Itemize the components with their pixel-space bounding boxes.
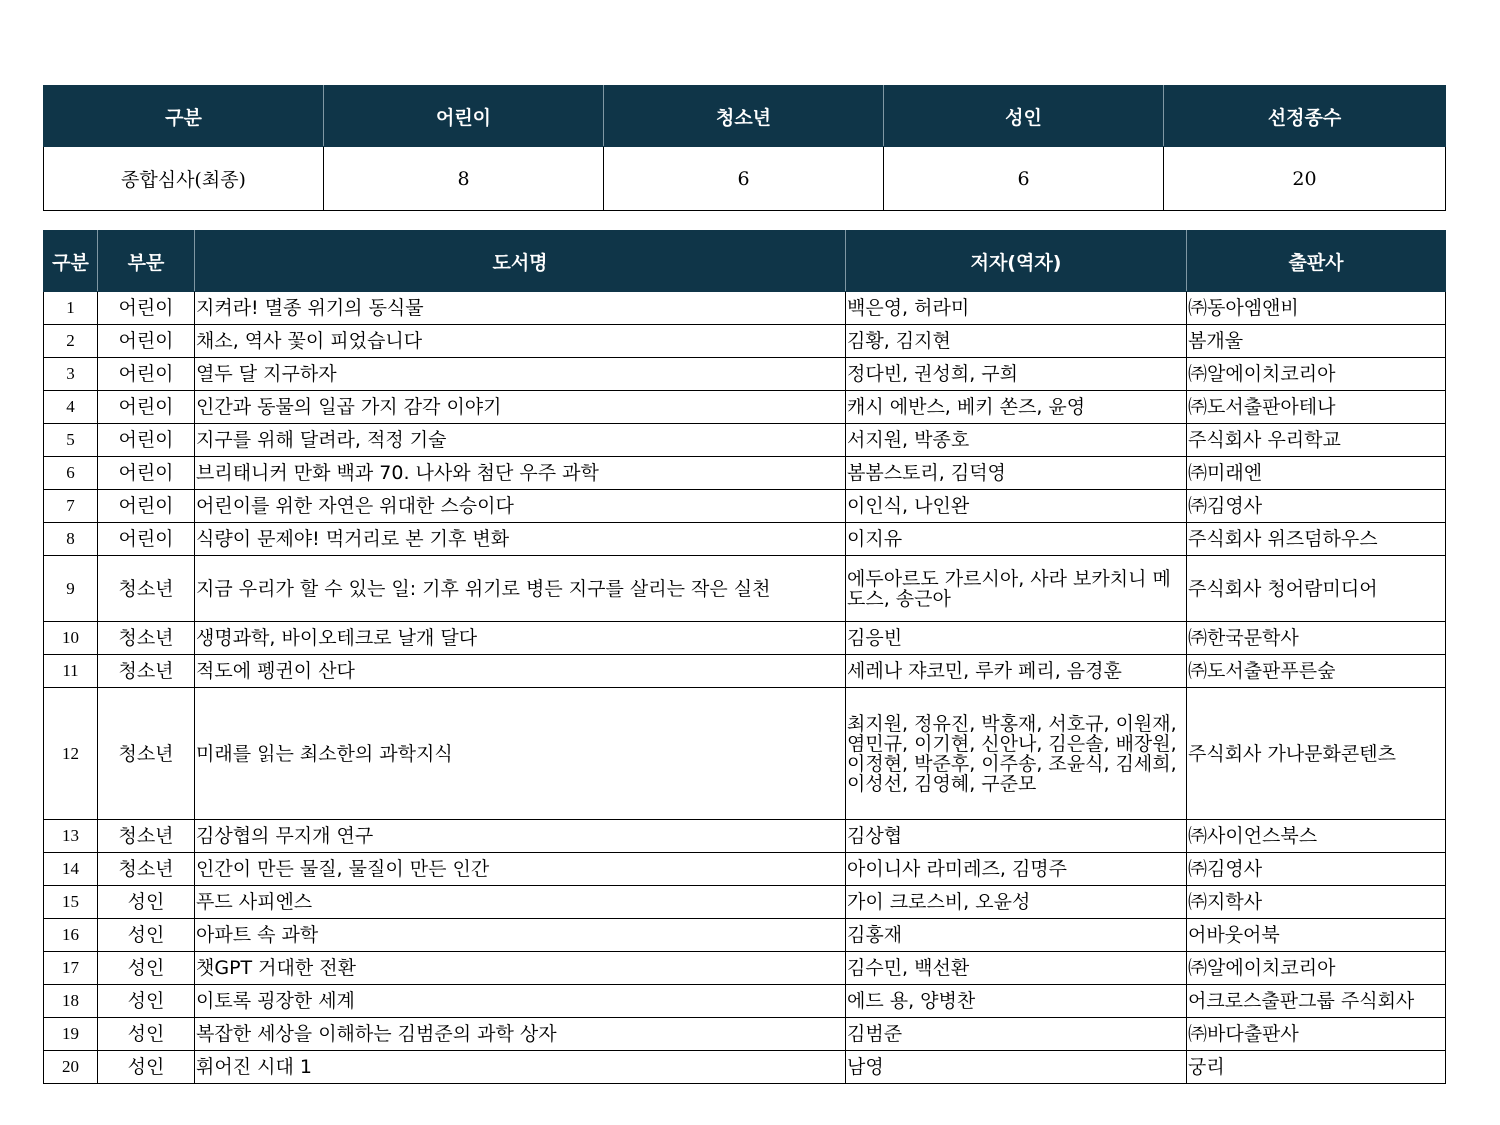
table-row: [44, 820, 1446, 853]
book-title: 이토록 굉장한 세계: [195, 985, 846, 1018]
book-publisher: 궁리: [1187, 1051, 1446, 1084]
book-category: 어린이: [98, 358, 195, 391]
book-title: 지금 우리가 할 수 있는 일: 기후 위기로 병든 지구를 살리는 작은 실천: [195, 556, 846, 622]
summary-row-label: 종합심사(최종): [44, 147, 324, 211]
book-author: 백은영, 허라미: [846, 292, 1187, 325]
book-category: 어린이: [98, 490, 195, 523]
book-publisher: ㈜바다출판사: [1187, 1018, 1446, 1051]
book-category: 어린이: [98, 391, 195, 424]
table-row: [44, 1051, 1446, 1084]
book-category: 청소년: [98, 556, 195, 622]
book-number: 10: [44, 622, 98, 655]
books-header-title: 도서명: [195, 231, 846, 292]
book-category: 청소년: [98, 622, 195, 655]
book-number: 5: [44, 424, 98, 457]
book-author: 봄봄스토리, 김덕영: [846, 457, 1187, 490]
book-author: 김홍재: [846, 919, 1187, 952]
book-publisher: 주식회사 우리학교: [1187, 424, 1446, 457]
book-number: 7: [44, 490, 98, 523]
summary-header-total: 선정종수: [1164, 86, 1446, 147]
book-category: 어린이: [98, 523, 195, 556]
book-number: 15: [44, 886, 98, 919]
table-row: [44, 391, 1446, 424]
book-title: 인간과 동물의 일곱 가지 감각 이야기: [195, 391, 846, 424]
book-title: 휘어진 시대 1: [195, 1051, 846, 1084]
book-category: 성인: [98, 1051, 195, 1084]
table-row: [44, 952, 1446, 985]
book-publisher: 봄개울: [1187, 325, 1446, 358]
book-number: 18: [44, 985, 98, 1018]
table-row: [44, 556, 1446, 622]
book-author: 김수민, 백선환: [846, 952, 1187, 985]
summary-data-row: [44, 147, 1446, 211]
book-number: 14: [44, 853, 98, 886]
book-publisher: ㈜알에이치코리아: [1187, 358, 1446, 391]
books-header-publisher: 출판사: [1187, 231, 1446, 292]
book-category: 어린이: [98, 292, 195, 325]
book-publisher: 주식회사 가나문화콘텐츠: [1187, 688, 1446, 820]
book-publisher: 주식회사 위즈덤하우스: [1187, 523, 1446, 556]
table-row: [44, 424, 1446, 457]
book-category: 청소년: [98, 820, 195, 853]
book-publisher: ㈜한국문학사: [1187, 622, 1446, 655]
book-author: 세레나 쟈코민, 루카 페리, 음경훈: [846, 655, 1187, 688]
book-publisher: ㈜김영사: [1187, 853, 1446, 886]
summary-adult-count: 6: [884, 147, 1164, 211]
book-category: 성인: [98, 952, 195, 985]
book-author: 이인식, 나인완: [846, 490, 1187, 523]
book-author: 김응빈: [846, 622, 1187, 655]
table-row: [44, 655, 1446, 688]
book-author: 김범준: [846, 1018, 1187, 1051]
summary-youth-count: 6: [604, 147, 884, 211]
book-category: 성인: [98, 985, 195, 1018]
book-number: 12: [44, 688, 98, 820]
summary-total-count: 20: [1164, 147, 1446, 211]
book-title: 적도에 펭귄이 산다: [195, 655, 846, 688]
book-author: 서지원, 박종호: [846, 424, 1187, 457]
table-row: [44, 985, 1446, 1018]
book-author: 김상협: [846, 820, 1187, 853]
book-category: 청소년: [98, 688, 195, 820]
book-number: 13: [44, 820, 98, 853]
book-author: 가이 크로스비, 오윤성: [846, 886, 1187, 919]
book-title: 생명과학, 바이오테크로 날개 달다: [195, 622, 846, 655]
table-row: [44, 919, 1446, 952]
book-category: 청소년: [98, 853, 195, 886]
book-number: 17: [44, 952, 98, 985]
book-title: 복잡한 세상을 이해하는 김범준의 과학 상자: [195, 1018, 846, 1051]
table-row: [44, 292, 1446, 325]
book-category: 어린이: [98, 325, 195, 358]
book-publisher: ㈜사이언스북스: [1187, 820, 1446, 853]
book-number: 16: [44, 919, 98, 952]
books-header-author: 저자(역자): [846, 231, 1187, 292]
book-number: 3: [44, 358, 98, 391]
book-title: 미래를 읽는 최소한의 과학지식: [195, 688, 846, 820]
book-author: 이지유: [846, 523, 1187, 556]
book-title: 챗GPT 거대한 전환: [195, 952, 846, 985]
table-row: [44, 490, 1446, 523]
book-title: 김상협의 무지개 연구: [195, 820, 846, 853]
book-category: 성인: [98, 1018, 195, 1051]
book-title: 인간이 만든 물질, 물질이 만든 인간: [195, 853, 846, 886]
book-title: 식량이 문제야! 먹거리로 본 기후 변화: [195, 523, 846, 556]
book-category: 어린이: [98, 424, 195, 457]
table-row: [44, 853, 1446, 886]
book-publisher: ㈜알에이치코리아: [1187, 952, 1446, 985]
book-title: 브리태니커 만화 백과 70. 나사와 첨단 우주 과학: [195, 457, 846, 490]
table-row: [44, 523, 1446, 556]
book-publisher: ㈜도서출판푸른숲: [1187, 655, 1446, 688]
book-number: 1: [44, 292, 98, 325]
summary-header-youth: 청소년: [604, 86, 884, 147]
book-title: 지켜라! 멸종 위기의 동식물: [195, 292, 846, 325]
table-row: [44, 325, 1446, 358]
book-title: 채소, 역사 꽃이 피었습니다: [195, 325, 846, 358]
book-category: 청소년: [98, 655, 195, 688]
summary-header-adult: 성인: [884, 86, 1164, 147]
table-row: [44, 622, 1446, 655]
book-title: 열두 달 지구하자: [195, 358, 846, 391]
book-author: 최지원, 정유진, 박홍재, 서호규, 이원재, 염민규, 이기현, 신안나, 김은솔, 배장원, 이정현, 박준후, 이주송, 조윤식, 김세희, 이성선, 김영혜, 구준모: [846, 688, 1187, 820]
books-header-row: [44, 231, 1446, 292]
summary-header-category: 구분: [44, 86, 324, 147]
table-row: [44, 886, 1446, 919]
book-publisher: ㈜동아엠앤비: [1187, 292, 1446, 325]
table-row: [44, 457, 1446, 490]
book-number: 19: [44, 1018, 98, 1051]
book-publisher: ㈜김영사: [1187, 490, 1446, 523]
summary-children-count: 8: [324, 147, 604, 211]
book-number: 20: [44, 1051, 98, 1084]
selected-books-table: [43, 230, 1446, 1084]
selection-summary-table: [43, 85, 1446, 211]
book-publisher: ㈜미래엔: [1187, 457, 1446, 490]
table-row: [44, 358, 1446, 391]
book-number: 2: [44, 325, 98, 358]
book-author: 캐시 에반스, 베키 쏜즈, 윤영: [846, 391, 1187, 424]
book-author: 김황, 김지현: [846, 325, 1187, 358]
summary-header-row: [44, 86, 1446, 147]
book-publisher: ㈜지학사: [1187, 886, 1446, 919]
books-header-category: 부문: [98, 231, 195, 292]
book-category: 성인: [98, 919, 195, 952]
book-category: 성인: [98, 886, 195, 919]
book-number: 8: [44, 523, 98, 556]
book-title: 지구를 위해 달려라, 적정 기술: [195, 424, 846, 457]
book-number: 9: [44, 556, 98, 622]
summary-header-children: 어린이: [324, 86, 604, 147]
books-header-no: 구분: [44, 231, 98, 292]
book-publisher: 주식회사 청어람미디어: [1187, 556, 1446, 622]
table-row: [44, 1018, 1446, 1051]
book-number: 6: [44, 457, 98, 490]
book-author: 남영: [846, 1051, 1187, 1084]
book-author: 에드 용, 양병찬: [846, 985, 1187, 1018]
book-author: 아이니사 라미레즈, 김명주: [846, 853, 1187, 886]
book-title: 푸드 사피엔스: [195, 886, 846, 919]
book-author: 정다빈, 권성희, 구희: [846, 358, 1187, 391]
book-title: 어린이를 위한 자연은 위대한 스승이다: [195, 490, 846, 523]
table-row: [44, 688, 1446, 820]
book-category: 어린이: [98, 457, 195, 490]
book-number: 11: [44, 655, 98, 688]
book-author: 에두아르도 가르시아, 사라 보카치니 메도스, 송근아: [846, 556, 1187, 622]
book-title: 아파트 속 과학: [195, 919, 846, 952]
book-publisher: ㈜도서출판아테나: [1187, 391, 1446, 424]
book-number: 4: [44, 391, 98, 424]
book-publisher: 어크로스출판그룹 주식회사: [1187, 985, 1446, 1018]
book-publisher: 어바웃어북: [1187, 919, 1446, 952]
